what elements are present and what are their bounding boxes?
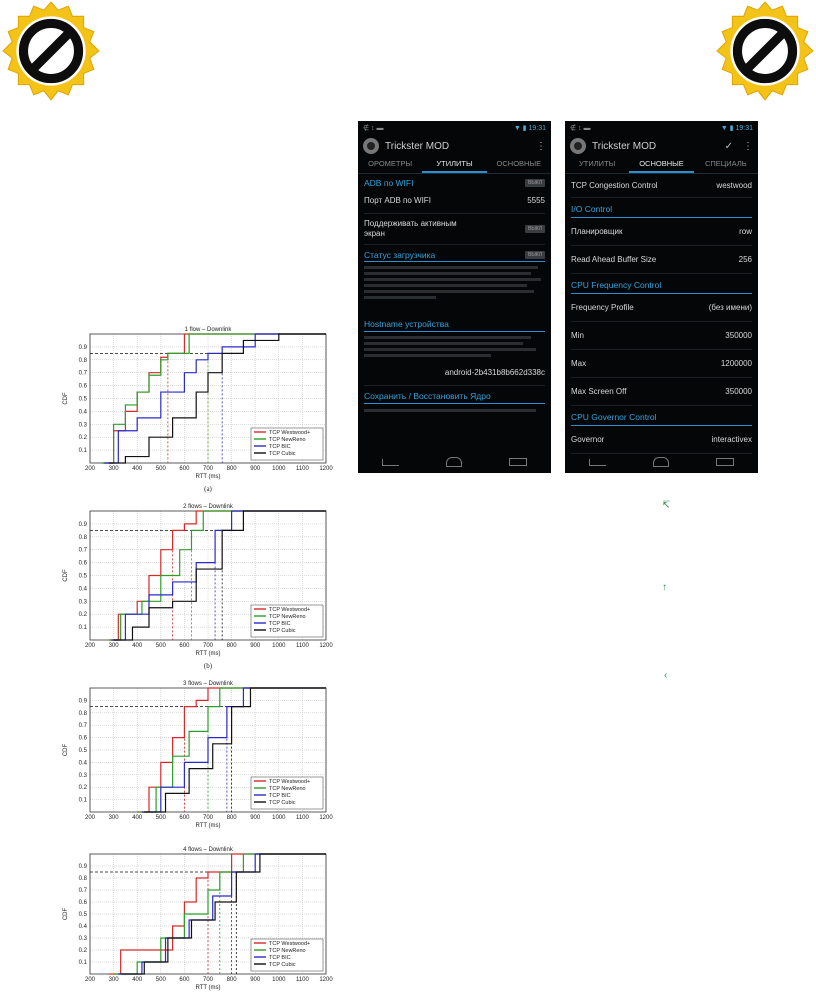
section-header: I/O Control xyxy=(571,198,752,218)
app-logo-icon xyxy=(363,138,379,154)
setting-value: 256 xyxy=(738,255,752,264)
adb-port-value: 5555 xyxy=(527,196,545,205)
keep-screen-row[interactable] xyxy=(364,214,545,245)
y-tick-label: 0.9 xyxy=(78,344,87,351)
x-tick-label: 800 xyxy=(226,643,237,649)
setting-value: 1200000 xyxy=(720,359,752,368)
x-tick-label: 1100 xyxy=(295,466,309,472)
hostname-value[interactable]: android-2b431b8b662d338c xyxy=(364,366,545,386)
y-tick-label: 0.1 xyxy=(78,448,87,455)
legend-label: TCP NewReno xyxy=(269,948,306,954)
x-tick-label: 1200 xyxy=(319,466,333,472)
legend-label: TCP Westwood+ xyxy=(269,941,311,947)
status-icons-left: ∉ ↕ ▬ xyxy=(570,125,591,132)
x-tick-label: 1200 xyxy=(319,643,333,649)
legend-label: TCP NewReno xyxy=(269,437,306,443)
chart-title: 3 flows – Downlink xyxy=(183,681,233,687)
x-tick-label: 700 xyxy=(202,466,214,472)
x-tick-label: 900 xyxy=(250,815,261,821)
tab-utilities[interactable]: УТИЛИТЫ xyxy=(422,157,486,173)
phone-screen-utilities xyxy=(358,121,551,473)
legend-label: TCP BIC xyxy=(269,444,291,450)
tab-bar xyxy=(358,157,551,174)
setting-label: Min xyxy=(571,331,584,340)
setting-label: Read Ahead Buffer Size xyxy=(571,255,657,264)
y-axis-label: CDF xyxy=(63,569,69,582)
y-tick-label: 0.8 xyxy=(78,357,87,364)
cdf-chart-2flows xyxy=(58,499,338,674)
y-tick-label: 0.2 xyxy=(78,612,87,619)
arrow-up-left-icon: ↸ xyxy=(662,500,671,511)
more-vert-icon[interactable]: ⋮ xyxy=(536,140,546,152)
y-tick-label: 0.6 xyxy=(78,383,87,390)
x-tick-label: 300 xyxy=(108,977,119,983)
home-icon[interactable] xyxy=(653,457,669,467)
app-title: Trickster MOD xyxy=(592,140,657,152)
legend-label: TCP BIC xyxy=(269,955,291,961)
y-tick-label: 0.3 xyxy=(78,936,87,942)
nav-bar xyxy=(358,451,551,473)
x-tick-label: 900 xyxy=(250,643,261,649)
cdf-figure-1flow xyxy=(58,322,338,497)
y-tick-label: 0.4 xyxy=(78,760,87,767)
status-bar xyxy=(565,121,758,135)
y-tick-label: 0.6 xyxy=(78,735,87,742)
x-tick-label: 1200 xyxy=(319,815,333,821)
chart-title: 2 flows – Downlink xyxy=(183,504,233,510)
x-tick-label: 500 xyxy=(155,815,166,821)
adb-wifi-header: ADB по WIFI xyxy=(364,178,414,188)
y-axis-label: CDF xyxy=(63,392,69,405)
x-tick-label: 800 xyxy=(226,977,237,983)
bootloader-label: Статус загрузчика xyxy=(364,250,436,260)
legend-label: TCP NewReno xyxy=(269,614,306,620)
tab-main[interactable]: ОСНОВНЫЕ xyxy=(496,159,542,168)
arrow-up-icon: ↑ xyxy=(662,582,667,593)
cdf-figure-4flows xyxy=(58,842,338,998)
setting-row[interactable] xyxy=(571,246,752,274)
x-axis-label: RTT (ms) xyxy=(195,823,221,829)
y-tick-label: 0.5 xyxy=(78,912,87,918)
x-tick-label: 400 xyxy=(132,466,143,472)
y-tick-label: 0.3 xyxy=(78,772,87,779)
keep-screen-label: Поддерживать активным экран xyxy=(364,219,457,238)
x-axis-label: RTT (ms) xyxy=(195,985,221,991)
phone-screen-main xyxy=(565,121,758,473)
x-axis-label: RTT (ms) xyxy=(195,474,221,480)
tab-special[interactable]: СПЕЦИАЛЬ xyxy=(704,159,747,168)
settings-list xyxy=(358,174,551,412)
y-tick-label: 0.7 xyxy=(78,723,87,730)
setting-label: Governor xyxy=(571,435,605,444)
x-tick-label: 700 xyxy=(202,643,214,649)
adb-wifi-toggle[interactable]: ВЫКЛ xyxy=(525,179,545,187)
back-icon[interactable] xyxy=(589,459,606,466)
setting-label: TCP Congestion Control xyxy=(571,181,658,190)
setting-label: Frequency Profile xyxy=(571,303,634,312)
bootloader-row[interactable] xyxy=(364,245,545,262)
setting-value: (без имени) xyxy=(708,303,752,312)
x-axis-label: RTT (ms) xyxy=(195,651,221,657)
app-logo-icon xyxy=(570,138,586,154)
x-tick-label: 1000 xyxy=(272,466,286,472)
legend-label: TCP Cubic xyxy=(269,800,296,806)
adb-port-row[interactable] xyxy=(364,190,545,214)
setting-label: Планировщик xyxy=(571,227,623,236)
x-tick-label: 200 xyxy=(84,643,96,649)
status-icons-right: ▼ ▮ 19:31 xyxy=(720,125,753,132)
status-icons-left: ∉ ↕ ▬ xyxy=(363,125,384,132)
settings-list xyxy=(565,174,758,454)
y-tick-label: 0.2 xyxy=(78,435,87,442)
x-tick-label: 400 xyxy=(132,815,143,821)
y-tick-label: 0.5 xyxy=(78,573,87,580)
section-header: CPU Frequency Control xyxy=(571,274,752,294)
tab-parameters[interactable]: ОРОМЕТРЫ xyxy=(368,159,413,168)
status-icons-right: ▼ ▮ 19:31 xyxy=(513,125,546,132)
x-tick-label: 1000 xyxy=(272,815,286,821)
cdf-figure-3flows xyxy=(58,676,338,836)
x-tick-label: 400 xyxy=(132,643,143,649)
action-bar xyxy=(358,135,551,157)
adb-port-label: Порт ADB по WIFI xyxy=(364,196,431,205)
nav-bar xyxy=(565,451,758,473)
tab-utilities[interactable]: УТИЛИТЫ xyxy=(579,159,616,168)
x-tick-label: 500 xyxy=(155,643,166,649)
y-tick-label: 0.2 xyxy=(78,948,87,954)
x-tick-label: 1100 xyxy=(295,815,309,821)
y-tick-label: 0.5 xyxy=(78,748,87,754)
legend-label: TCP Westwood+ xyxy=(269,430,311,436)
legend-label: TCP Cubic xyxy=(269,628,296,634)
y-tick-label: 0.4 xyxy=(78,409,87,416)
figure-caption: (a) xyxy=(204,485,212,493)
tab-main[interactable]: ОСНОВНЫЕ xyxy=(629,157,693,173)
x-tick-label: 200 xyxy=(84,977,96,983)
x-tick-label: 600 xyxy=(179,977,190,983)
y-tick-label: 0.6 xyxy=(78,900,87,906)
setting-value: interactivex xyxy=(711,435,752,444)
cdf-chart-1flow xyxy=(58,322,338,497)
more-vert-icon[interactable]: ⋮ xyxy=(743,140,753,152)
setting-label: Max Screen Off xyxy=(571,387,627,396)
y-tick-label: 0.9 xyxy=(78,521,87,528)
keep-screen-toggle[interactable]: ВЫКЛ xyxy=(525,225,545,233)
chart-title: 4 flows – Downlink xyxy=(183,847,233,853)
x-tick-label: 500 xyxy=(155,466,166,472)
y-axis-label: CDF xyxy=(63,743,69,757)
x-tick-label: 1100 xyxy=(295,643,309,649)
bootloader-description xyxy=(364,266,545,314)
section-header: CPU Governor Control xyxy=(571,406,752,426)
y-tick-label: 0.8 xyxy=(78,534,87,541)
y-tick-label: 0.2 xyxy=(78,785,87,792)
y-tick-label: 0.8 xyxy=(78,710,87,717)
hostname-header: Hostname устройства xyxy=(364,314,545,332)
cdf-chart-4flows xyxy=(58,842,338,998)
y-tick-label: 0.9 xyxy=(78,698,87,705)
adb-wifi-row[interactable] xyxy=(364,174,545,190)
home-icon[interactable] xyxy=(446,457,462,467)
recents-icon[interactable] xyxy=(716,458,734,466)
back-icon[interactable] xyxy=(382,459,399,466)
legend-label: TCP Westwood+ xyxy=(269,779,311,785)
recents-icon[interactable] xyxy=(509,458,527,466)
x-tick-label: 800 xyxy=(226,466,237,472)
x-tick-label: 500 xyxy=(155,977,166,983)
tab-bar xyxy=(565,157,758,174)
legend-label: TCP BIC xyxy=(269,793,291,799)
y-tick-label: 0.7 xyxy=(78,547,87,554)
x-tick-label: 700 xyxy=(202,815,214,821)
legend-label: TCP NewReno xyxy=(269,786,306,792)
chevron-left-icon: ‹ xyxy=(664,670,668,681)
x-tick-label: 600 xyxy=(179,466,190,472)
setting-row[interactable] xyxy=(571,378,752,406)
x-tick-label: 1000 xyxy=(272,643,286,649)
action-bar xyxy=(565,135,758,157)
y-tick-label: 0.1 xyxy=(78,625,87,632)
setting-label: Max xyxy=(571,359,587,368)
y-tick-label: 0.5 xyxy=(78,396,87,403)
chart-title: 1 flow – Downlink xyxy=(184,327,232,333)
setting-row[interactable] xyxy=(571,294,752,322)
setting-value: westwood xyxy=(716,181,752,190)
legend-label: TCP BIC xyxy=(269,621,291,627)
y-tick-label: 0.3 xyxy=(78,422,87,429)
x-tick-label: 800 xyxy=(226,815,237,821)
y-tick-label: 0.6 xyxy=(78,560,87,567)
y-tick-label: 0.8 xyxy=(78,876,87,882)
y-tick-label: 0.7 xyxy=(78,888,87,894)
setting-value: 350000 xyxy=(725,387,752,396)
setting-row[interactable] xyxy=(571,426,752,454)
x-tick-label: 300 xyxy=(108,815,119,821)
x-tick-label: 600 xyxy=(179,643,190,649)
x-tick-label: 1000 xyxy=(272,977,286,983)
x-tick-label: 400 xyxy=(132,977,143,983)
y-tick-label: 0.1 xyxy=(78,960,87,966)
y-tick-label: 0.7 xyxy=(78,370,87,377)
y-tick-label: 0.4 xyxy=(78,924,87,930)
bootloader-toggle[interactable]: ВЫКЛ xyxy=(525,251,545,259)
backup-kernel-header[interactable]: Сохранить / Восстановить Ядро xyxy=(364,386,545,404)
check-icon[interactable]: ✓ xyxy=(724,140,733,152)
legend-label: TCP Westwood+ xyxy=(269,607,311,613)
app-title: Trickster MOD xyxy=(385,140,450,152)
setting-row[interactable] xyxy=(571,322,752,350)
setting-row[interactable] xyxy=(571,218,752,246)
setting-value: row xyxy=(739,227,752,236)
cdf-chart-3flows xyxy=(58,676,338,836)
legend-label: TCP Cubic xyxy=(269,451,296,457)
x-tick-label: 600 xyxy=(179,815,190,821)
status-bar xyxy=(358,121,551,135)
x-tick-label: 200 xyxy=(84,815,96,821)
y-tick-label: 0.3 xyxy=(78,599,87,606)
x-tick-label: 1200 xyxy=(319,977,333,983)
hostname-description xyxy=(364,336,545,366)
x-tick-label: 300 xyxy=(108,466,119,472)
y-tick-label: 0.9 xyxy=(78,864,87,870)
x-tick-label: 200 xyxy=(84,466,96,472)
x-tick-label: 900 xyxy=(250,977,261,983)
setting-row[interactable] xyxy=(571,174,752,198)
x-tick-label: 700 xyxy=(202,977,214,983)
cdf-figure-2flows xyxy=(58,499,338,674)
x-tick-label: 1100 xyxy=(295,977,309,983)
setting-row[interactable] xyxy=(571,350,752,378)
setting-value: 350000 xyxy=(725,331,752,340)
x-tick-label: 900 xyxy=(250,466,261,472)
x-tick-label: 300 xyxy=(108,643,119,649)
figure-caption: (b) xyxy=(203,662,213,670)
no-entry-badge-icon xyxy=(714,0,816,102)
y-axis-label: CDF xyxy=(63,907,69,921)
legend-label: TCP Cubic xyxy=(269,962,296,968)
y-tick-label: 0.4 xyxy=(78,586,87,593)
y-tick-label: 0.1 xyxy=(78,797,87,804)
no-entry-badge-icon xyxy=(0,0,102,102)
